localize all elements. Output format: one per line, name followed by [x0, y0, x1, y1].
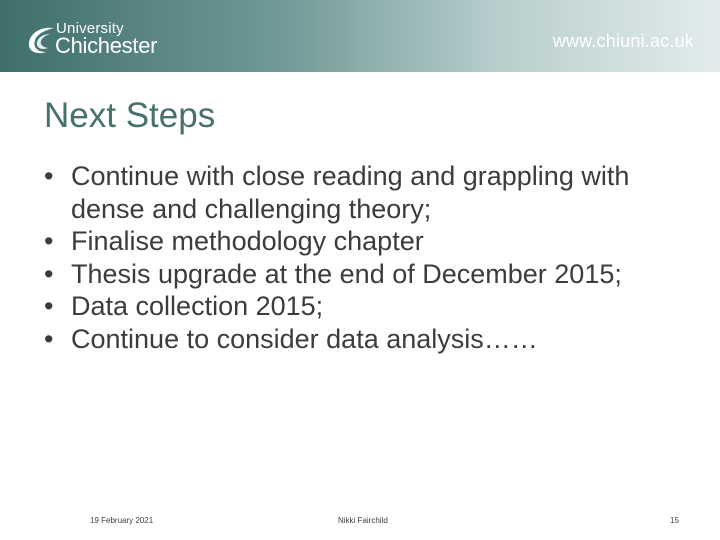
footer-date: 19 February 2021 — [90, 516, 154, 525]
bullet-item — [44, 225, 684, 258]
bullet-dot-icon: • — [44, 258, 54, 289]
bullet-text: Continue with close reading and grappling with dense and challenging theory; — [71, 161, 630, 224]
swoosh-logo-icon — [24, 22, 58, 56]
slide-title: Next Steps — [44, 96, 216, 135]
bullet-text: Finalise methodology chapter — [71, 226, 424, 256]
logo-text-chichester: Chichester — [55, 33, 158, 58]
bullet-item — [44, 258, 684, 291]
bullet-dot-icon: • — [44, 226, 54, 256]
bullet-text: Continue to consider data analysis…… — [71, 323, 538, 354]
footer-page-number: 15 — [670, 516, 679, 525]
university-logo — [24, 20, 164, 60]
website-url: www.chiuni.ac.uk — [552, 31, 694, 51]
bullet-text: Data collection 2015; — [71, 291, 324, 321]
bullet-item — [44, 323, 684, 356]
bullet-dot-icon: • — [44, 161, 54, 191]
slide-header-banner — [0, 0, 720, 72]
bullet-item — [44, 290, 684, 323]
logo-text-university: University — [56, 20, 124, 37]
bullet-text: Thesis upgrade at the end of December 2015; — [71, 258, 622, 289]
footer-author: Nikki Fairchild — [338, 516, 388, 525]
bullet-dot-icon: • — [44, 291, 54, 321]
bullet-dot-icon: • — [44, 323, 54, 354]
bullet-list — [44, 160, 684, 355]
bullet-item — [44, 160, 684, 225]
